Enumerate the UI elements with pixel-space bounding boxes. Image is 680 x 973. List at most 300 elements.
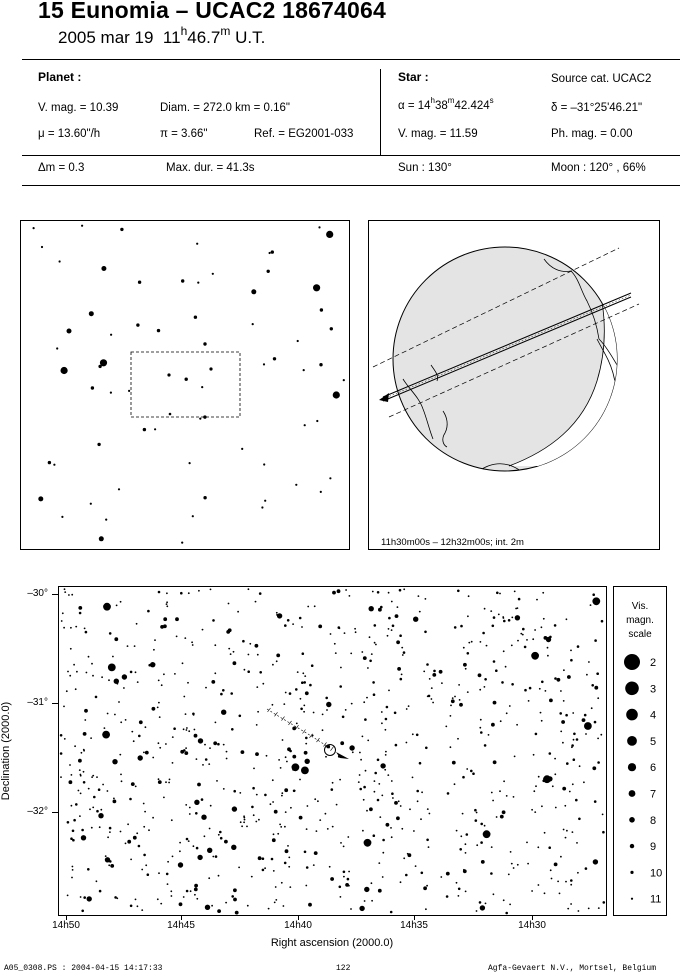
field-star [380,763,385,768]
field-star [425,747,428,750]
field-star [222,689,225,692]
field-star [305,885,307,887]
field-star [326,702,331,707]
field-star [160,903,162,905]
field-star [601,620,604,623]
field-star [98,788,101,791]
field-star [182,662,184,664]
field-star [243,815,245,817]
field-star [576,738,579,741]
field-star [160,625,164,629]
field-star [493,616,496,619]
field-star [552,785,554,787]
asteroid-track [267,709,331,749]
field-star [157,898,159,900]
field-star [75,688,77,690]
field-star [347,836,349,838]
ra-hours-unit: h [430,96,435,105]
legend-magnitude-dot [627,736,637,746]
field-star [81,835,86,840]
field-star [463,647,465,649]
y-tick [52,594,58,595]
field-star [130,671,133,674]
field-star [420,818,422,820]
field-star [191,641,193,643]
field-star [174,673,176,675]
field-star [277,613,282,618]
field-star [276,660,278,662]
field-star [391,836,393,838]
finder-star [212,273,214,275]
field-star [99,890,102,893]
finder-star [203,496,206,499]
field-star [114,714,116,716]
field-star [425,598,427,600]
track-tick [317,738,320,742]
finder-star [67,329,72,334]
field-star [109,667,111,669]
field-star [256,794,258,796]
field-star [79,815,81,817]
field-star [387,774,389,776]
field-star [143,803,145,805]
x-tick [414,916,415,920]
field-star [327,828,329,830]
field-star [120,831,122,833]
field-star [141,909,143,911]
x-tick [298,916,299,920]
footer-file-info: A05_0308.PS : 2004-04-15 14:17:33 [4,964,163,973]
page-title: 15 Eunomia – UCAC2 18674064 [38,0,387,23]
field-star [67,821,70,824]
field-star [228,603,230,605]
field-star [101,676,103,678]
field-star [130,905,133,908]
field-star [205,905,210,910]
field-star [433,670,436,673]
legend-items [624,654,662,906]
field-star [576,842,578,844]
field-star [305,743,307,745]
field-star [578,818,581,821]
field-star [560,731,562,733]
field-star [350,653,352,655]
field-star [102,784,104,786]
field-star [197,783,201,787]
field-star [493,701,497,705]
field-star [566,762,569,765]
field-star [480,731,483,734]
field-star [557,881,559,883]
field-star [332,782,334,784]
finder-star [181,542,183,544]
field-star [272,838,276,842]
field-star [450,746,452,748]
field-star [70,627,72,629]
field-star [501,681,504,684]
track-tick [331,747,334,751]
field-star [570,659,573,662]
finder-chart [21,221,349,549]
field-star [262,683,264,685]
field-star [306,828,308,830]
field-star [547,655,549,657]
field-star [478,673,482,677]
field-star [218,875,220,877]
field-star [80,896,82,898]
field-star [465,843,467,845]
field-star [543,775,551,783]
track-tick [303,730,306,734]
field-star [241,825,243,827]
field-star [204,744,206,746]
field-star [406,708,408,710]
field-star [335,652,337,654]
field-star [217,909,221,913]
field-star [432,702,434,704]
finder-star [99,536,104,541]
field-star [107,713,109,715]
field-star [484,825,486,827]
field-star [292,727,296,731]
field-star [364,839,372,847]
finder-star [261,506,263,508]
field-star [432,673,436,677]
field-star [135,786,137,788]
field-star [364,718,367,721]
field-star [374,791,376,793]
field-star [330,633,332,635]
finder-star [316,420,318,422]
field-star [300,708,303,711]
finder-star [320,491,322,493]
finder-star [89,311,94,316]
field-star [283,905,285,907]
field-star [303,711,305,713]
field-star [352,751,354,753]
field-star [496,816,498,818]
event-time-hours: 11 [162,28,181,47]
field-star [395,744,398,747]
field-star [482,632,485,635]
field-star [375,644,377,646]
field-star [135,671,137,673]
field-star [158,680,160,682]
legend-magnitude-dot [629,790,636,797]
field-star [584,714,587,717]
field-star [325,813,327,815]
field-star [400,678,403,681]
field-star [347,878,350,881]
legend-magnitude-dot [624,654,640,670]
field-star [220,837,223,840]
field-star [68,594,70,596]
field-star [499,593,501,595]
y-tick [52,812,58,813]
field-star [285,811,287,813]
field-star [252,787,255,790]
hours-unit: h [180,24,188,38]
field-star [409,808,411,810]
field-star [210,589,212,591]
field-star [107,790,109,792]
field-star [343,846,345,848]
field-star [303,705,305,707]
field-star [209,747,211,749]
field-star [230,692,233,695]
field-star [503,650,505,652]
field-star [378,862,380,864]
field-star [214,672,216,674]
field-star [515,608,517,610]
field-star [503,899,505,901]
field-star [279,824,281,826]
field-star [90,737,92,739]
field-star [83,896,86,899]
field-star [81,910,84,913]
field-star [139,720,143,724]
field-star [125,719,127,721]
field-star [63,627,65,629]
field-star [125,843,127,845]
field-star [275,899,277,901]
field-star [189,813,191,815]
field-star [135,899,137,901]
field-star [336,804,338,806]
event-datetime [58,24,266,48]
field-star [395,614,399,618]
field-star [382,852,384,854]
finder-star [110,392,112,394]
finder-star [333,391,340,398]
finder-star [209,367,212,370]
field-star [476,910,478,912]
field-star [579,765,581,767]
field-star [559,893,561,895]
legend-magnitude-dot [630,844,634,848]
field-star [503,617,505,619]
field-star [372,591,374,593]
field-star [197,855,202,860]
ra-minutes-unit: m [447,96,455,105]
field-star [145,726,147,728]
field-star [597,697,599,699]
field-star [467,615,469,617]
field-star [402,654,404,656]
field-star [491,723,495,727]
field-star [130,859,132,861]
field-star [96,776,98,778]
field-star [78,759,82,763]
legend-title-line: Vis. [631,601,649,612]
field-star [194,800,199,805]
field-star [239,792,241,794]
field-star [282,739,284,741]
field-star [300,698,302,700]
field-star [446,895,449,898]
field-star [95,696,98,699]
field-star [230,653,232,655]
field-star [460,835,462,837]
finder-star [196,243,198,245]
field-star [299,816,303,820]
field-star [129,798,132,801]
field-stars [60,588,605,914]
field-star [289,692,292,695]
field-star [109,831,111,833]
track-tick [296,725,299,729]
field-star [348,871,350,873]
field-star [93,796,96,799]
finder-star [303,369,305,371]
field-star [69,764,71,766]
moon-elongation-phase: Moon : 120° , 66% [551,162,646,174]
field-star [363,786,366,789]
field-star [573,739,575,741]
detail-area-outline [131,352,240,417]
field-star [417,800,419,802]
finder-star [157,329,160,332]
field-star [121,780,123,782]
field-star [259,592,262,595]
field-star [304,851,307,854]
finder-star [273,357,276,360]
field-star [500,720,502,722]
field-star [419,762,422,765]
field-star [394,712,397,715]
field-star [332,826,334,828]
finder-star [192,515,194,517]
field-star [371,882,373,884]
field-star [486,645,488,647]
field-star [391,601,393,603]
finder-star [120,228,123,231]
finder-star [201,386,203,388]
finder-star [169,413,172,416]
field-star [524,646,527,649]
field-star [385,718,388,721]
field-star [84,719,86,721]
field-star [322,714,324,716]
field-star [431,698,433,700]
field-star [120,774,122,776]
field-star [362,830,364,832]
field-star [257,654,259,656]
field-star [91,827,93,829]
field-star [535,785,537,787]
field-star [594,721,597,724]
finder-star [154,428,156,430]
field-star [166,601,168,603]
field-star [363,656,367,660]
field-star [578,910,580,912]
field-star [284,862,287,865]
field-star [465,852,467,854]
field-star [183,749,186,752]
field-star [158,780,162,784]
field-star [508,619,511,622]
field-star [427,695,429,697]
field-star [378,889,382,893]
field-star [141,869,143,871]
field-star [166,603,168,605]
field-star [91,776,93,778]
field-star [441,682,443,684]
field-star [264,867,266,869]
field-star [567,675,571,679]
field-star [445,726,447,728]
field-star [570,650,572,652]
field-star [355,631,357,633]
x-tick [181,916,182,920]
finder-star [97,443,100,446]
field-star [533,790,535,792]
field-star [602,814,604,816]
field-star [374,642,376,644]
field-star [154,639,156,641]
field-star [92,675,94,677]
field-star [228,629,230,631]
finder-star [185,378,188,381]
field-star [73,819,76,822]
x-tick-label: 14h35 [400,920,428,931]
field-star [390,911,393,914]
legend-magnitude-label: 6 [650,762,657,775]
field-star [339,779,341,781]
field-star [397,606,399,608]
field-star [586,674,588,676]
field-star [233,888,237,892]
field-star [570,884,572,886]
field-star [226,751,228,753]
field-star [396,640,400,644]
field-star [423,886,427,890]
field-star [247,905,249,907]
field-star [475,819,478,822]
field-star [588,661,590,663]
field-star [452,761,456,765]
field-star [288,857,290,859]
x-tick-label: 14h30 [518,920,546,931]
field-star [225,902,227,904]
field-star [257,711,259,713]
field-star [108,679,110,681]
field-star [281,795,283,797]
field-star [92,807,94,809]
field-star [531,890,533,892]
field-star [305,737,308,740]
field-star [554,677,557,680]
field-star [592,766,596,770]
field-star [262,857,265,860]
finder-star [304,424,306,426]
field-star [246,826,248,828]
field-star [426,839,429,842]
field-star [284,624,287,627]
field-star [559,712,562,715]
field-star [391,780,393,782]
field-star [349,745,354,750]
field-star [594,800,597,803]
field-star [413,617,418,622]
field-star [600,734,602,736]
finder-star [194,316,197,319]
field-star [582,718,586,722]
field-star [105,855,107,857]
field-star [361,651,363,653]
orbit-reference: Ref. = EG2001-033 [254,128,354,140]
field-star [187,682,189,684]
